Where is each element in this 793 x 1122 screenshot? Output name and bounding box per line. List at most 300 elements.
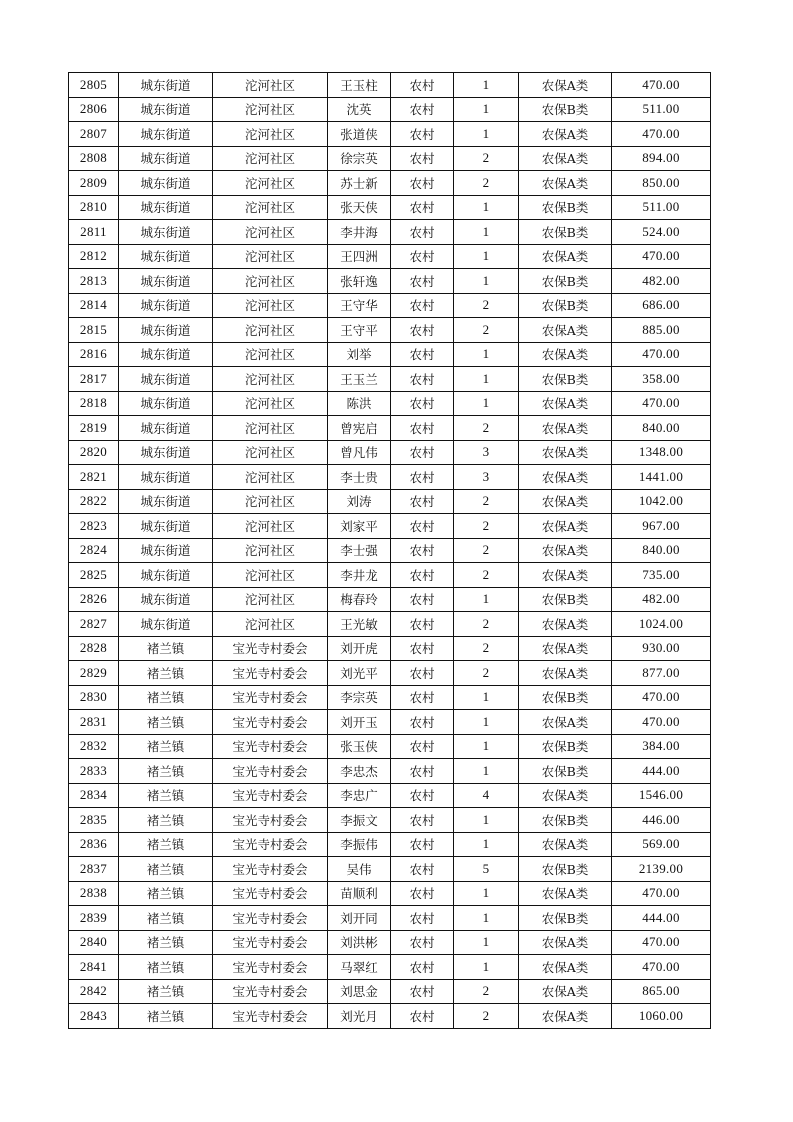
table-row [69, 563, 711, 588]
insurance-category-cell: 农保A类 [519, 612, 612, 637]
village-cell: 宝光寺村委会 [213, 930, 328, 955]
person-name-cell: 张玉侠 [328, 734, 391, 759]
household-size-cell: 2 [454, 636, 519, 661]
insurance-category-cell: 农保A类 [519, 979, 612, 1004]
township-cell: 城东街道 [119, 514, 213, 539]
table-row [69, 293, 711, 318]
table-row [69, 906, 711, 931]
table-row [69, 587, 711, 612]
household-size-cell: 1 [454, 734, 519, 759]
household-size-cell: 2 [454, 416, 519, 441]
insurance-category-cell: 农保A类 [519, 122, 612, 147]
township-cell: 城东街道 [119, 367, 213, 392]
amount-cell: 569.00 [612, 832, 711, 857]
village-cell: 沱河社区 [213, 440, 328, 465]
insurance-category-cell: 农保A类 [519, 563, 612, 588]
row-number-cell: 2806 [69, 97, 119, 122]
insurance-category-cell: 农保A类 [519, 710, 612, 735]
amount-cell: 877.00 [612, 661, 711, 686]
person-name-cell: 刘光月 [328, 1004, 391, 1029]
amount-cell: 511.00 [612, 195, 711, 220]
household-size-cell: 2 [454, 661, 519, 686]
row-number-cell: 2830 [69, 685, 119, 710]
insurance-category-cell: 农保A类 [519, 955, 612, 980]
table-row [69, 416, 711, 441]
township-cell: 褚兰镇 [119, 661, 213, 686]
row-number-cell: 2817 [69, 367, 119, 392]
amount-cell: 444.00 [612, 906, 711, 931]
insurance-category-cell: 农保B类 [519, 906, 612, 931]
household-type-cell: 农村 [391, 122, 454, 147]
insurance-category-cell: 农保A类 [519, 244, 612, 269]
household-type-cell: 农村 [391, 759, 454, 784]
table-row [69, 171, 711, 196]
village-cell: 沱河社区 [213, 489, 328, 514]
amount-cell: 470.00 [612, 710, 711, 735]
village-cell: 沱河社区 [213, 391, 328, 416]
village-cell: 沱河社区 [213, 367, 328, 392]
village-cell: 沱河社区 [213, 342, 328, 367]
table-row [69, 538, 711, 563]
household-size-cell: 1 [454, 906, 519, 931]
village-cell: 沱河社区 [213, 563, 328, 588]
household-size-cell: 5 [454, 857, 519, 882]
household-size-cell: 2 [454, 979, 519, 1004]
household-type-cell: 农村 [391, 661, 454, 686]
household-size-cell: 2 [454, 538, 519, 563]
household-size-cell: 1 [454, 391, 519, 416]
insurance-category-cell: 农保B类 [519, 195, 612, 220]
amount-cell: 470.00 [612, 244, 711, 269]
household-type-cell: 农村 [391, 97, 454, 122]
row-number-cell: 2834 [69, 783, 119, 808]
township-cell: 褚兰镇 [119, 1004, 213, 1029]
person-name-cell: 王四洲 [328, 244, 391, 269]
table-row [69, 661, 711, 686]
household-size-cell: 1 [454, 97, 519, 122]
village-cell: 宝光寺村委会 [213, 734, 328, 759]
village-cell: 宝光寺村委会 [213, 979, 328, 1004]
row-number-cell: 2819 [69, 416, 119, 441]
row-number-cell: 2828 [69, 636, 119, 661]
village-cell: 沱河社区 [213, 220, 328, 245]
insurance-category-cell: 农保A类 [519, 318, 612, 343]
township-cell: 褚兰镇 [119, 832, 213, 857]
person-name-cell: 苏士新 [328, 171, 391, 196]
person-name-cell: 梅春玲 [328, 587, 391, 612]
village-cell: 宝光寺村委会 [213, 881, 328, 906]
household-size-cell: 1 [454, 122, 519, 147]
amount-cell: 735.00 [612, 563, 711, 588]
household-type-cell: 农村 [391, 440, 454, 465]
table-row [69, 930, 711, 955]
insurance-category-cell: 农保A类 [519, 171, 612, 196]
insurance-category-cell: 农保B类 [519, 293, 612, 318]
person-name-cell: 李忠广 [328, 783, 391, 808]
insurance-category-cell: 农保A类 [519, 146, 612, 171]
table-row [69, 146, 711, 171]
township-cell: 城东街道 [119, 73, 213, 98]
row-number-cell: 2829 [69, 661, 119, 686]
row-number-cell: 2825 [69, 563, 119, 588]
row-number-cell: 2813 [69, 269, 119, 294]
person-name-cell: 王玉柱 [328, 73, 391, 98]
table-row [69, 244, 711, 269]
amount-cell: 470.00 [612, 73, 711, 98]
village-cell: 沱河社区 [213, 293, 328, 318]
household-size-cell: 1 [454, 759, 519, 784]
table-row [69, 612, 711, 637]
household-type-cell: 农村 [391, 171, 454, 196]
table-row [69, 759, 711, 784]
amount-cell: 524.00 [612, 220, 711, 245]
household-size-cell: 2 [454, 1004, 519, 1029]
table-row [69, 220, 711, 245]
row-number-cell: 2843 [69, 1004, 119, 1029]
insurance-category-cell: 农保B类 [519, 734, 612, 759]
household-size-cell: 2 [454, 171, 519, 196]
person-name-cell: 曾凡伟 [328, 440, 391, 465]
person-name-cell: 李忠杰 [328, 759, 391, 784]
table-row [69, 685, 711, 710]
village-cell: 沱河社区 [213, 416, 328, 441]
insurance-category-cell: 农保A类 [519, 1004, 612, 1029]
township-cell: 褚兰镇 [119, 685, 213, 710]
row-number-cell: 2810 [69, 195, 119, 220]
row-number-cell: 2805 [69, 73, 119, 98]
township-cell: 城东街道 [119, 293, 213, 318]
household-type-cell: 农村 [391, 857, 454, 882]
table-row [69, 636, 711, 661]
amount-cell: 2139.00 [612, 857, 711, 882]
insurance-category-cell: 农保A类 [519, 465, 612, 490]
village-cell: 沱河社区 [213, 318, 328, 343]
table-row [69, 710, 711, 735]
amount-cell: 1060.00 [612, 1004, 711, 1029]
household-type-cell: 农村 [391, 685, 454, 710]
person-name-cell: 曾宪启 [328, 416, 391, 441]
person-name-cell: 李士强 [328, 538, 391, 563]
person-name-cell: 张天侠 [328, 195, 391, 220]
village-cell: 宝光寺村委会 [213, 759, 328, 784]
person-name-cell: 刘思金 [328, 979, 391, 1004]
row-number-cell: 2820 [69, 440, 119, 465]
table-row [69, 195, 711, 220]
person-name-cell: 刘洪彬 [328, 930, 391, 955]
household-type-cell: 农村 [391, 244, 454, 269]
insurance-category-cell: 农保B类 [519, 220, 612, 245]
village-cell: 沱河社区 [213, 514, 328, 539]
insurance-category-cell: 农保A类 [519, 783, 612, 808]
row-number-cell: 2837 [69, 857, 119, 882]
township-cell: 褚兰镇 [119, 710, 213, 735]
household-type-cell: 农村 [391, 881, 454, 906]
household-type-cell: 农村 [391, 416, 454, 441]
row-number-cell: 2818 [69, 391, 119, 416]
village-cell: 宝光寺村委会 [213, 661, 328, 686]
person-name-cell: 徐宗英 [328, 146, 391, 171]
household-size-cell: 1 [454, 710, 519, 735]
person-name-cell: 刘光平 [328, 661, 391, 686]
amount-cell: 1024.00 [612, 612, 711, 637]
township-cell: 城东街道 [119, 195, 213, 220]
township-cell: 城东街道 [119, 563, 213, 588]
amount-cell: 470.00 [612, 685, 711, 710]
amount-cell: 686.00 [612, 293, 711, 318]
village-cell: 沱河社区 [213, 97, 328, 122]
table-body [69, 73, 711, 1029]
insurance-category-cell: 农保A类 [519, 636, 612, 661]
benefit-list-table [68, 72, 711, 1029]
township-cell: 城东街道 [119, 465, 213, 490]
table-row [69, 269, 711, 294]
household-type-cell: 农村 [391, 514, 454, 539]
household-type-cell: 农村 [391, 318, 454, 343]
insurance-category-cell: 农保A类 [519, 538, 612, 563]
household-size-cell: 1 [454, 269, 519, 294]
row-number-cell: 2823 [69, 514, 119, 539]
person-name-cell: 李宗英 [328, 685, 391, 710]
person-name-cell: 王守华 [328, 293, 391, 318]
household-type-cell: 农村 [391, 195, 454, 220]
township-cell: 城东街道 [119, 538, 213, 563]
amount-cell: 470.00 [612, 391, 711, 416]
insurance-category-cell: 农保B类 [519, 587, 612, 612]
row-number-cell: 2836 [69, 832, 119, 857]
person-name-cell: 陈洪 [328, 391, 391, 416]
person-name-cell: 李振伟 [328, 832, 391, 857]
township-cell: 城东街道 [119, 342, 213, 367]
village-cell: 宝光寺村委会 [213, 857, 328, 882]
township-cell: 褚兰镇 [119, 930, 213, 955]
household-size-cell: 1 [454, 220, 519, 245]
household-size-cell: 1 [454, 342, 519, 367]
table-row [69, 514, 711, 539]
table-row [69, 465, 711, 490]
person-name-cell: 刘涛 [328, 489, 391, 514]
household-size-cell: 2 [454, 612, 519, 637]
insurance-category-cell: 农保A类 [519, 489, 612, 514]
amount-cell: 470.00 [612, 122, 711, 147]
table-row [69, 122, 711, 147]
village-cell: 沱河社区 [213, 244, 328, 269]
insurance-category-cell: 农保B类 [519, 367, 612, 392]
amount-cell: 482.00 [612, 269, 711, 294]
insurance-category-cell: 农保B类 [519, 269, 612, 294]
township-cell: 褚兰镇 [119, 783, 213, 808]
table-row [69, 734, 711, 759]
household-size-cell: 1 [454, 808, 519, 833]
village-cell: 沱河社区 [213, 171, 328, 196]
village-cell: 沱河社区 [213, 465, 328, 490]
household-type-cell: 农村 [391, 563, 454, 588]
table-row [69, 832, 711, 857]
township-cell: 城东街道 [119, 416, 213, 441]
household-size-cell: 4 [454, 783, 519, 808]
village-cell: 沱河社区 [213, 538, 328, 563]
village-cell: 宝光寺村委会 [213, 636, 328, 661]
insurance-category-cell: 农保A类 [519, 832, 612, 857]
amount-cell: 930.00 [612, 636, 711, 661]
household-type-cell: 农村 [391, 220, 454, 245]
household-type-cell: 农村 [391, 955, 454, 980]
township-cell: 褚兰镇 [119, 636, 213, 661]
village-cell: 沱河社区 [213, 146, 328, 171]
table-row [69, 489, 711, 514]
amount-cell: 482.00 [612, 587, 711, 612]
township-cell: 褚兰镇 [119, 979, 213, 1004]
village-cell: 宝光寺村委会 [213, 1004, 328, 1029]
township-cell: 褚兰镇 [119, 955, 213, 980]
table-row [69, 783, 711, 808]
amount-cell: 358.00 [612, 367, 711, 392]
village-cell: 宝光寺村委会 [213, 710, 328, 735]
row-number-cell: 2814 [69, 293, 119, 318]
person-name-cell: 李井龙 [328, 563, 391, 588]
row-number-cell: 2832 [69, 734, 119, 759]
household-size-cell: 2 [454, 293, 519, 318]
township-cell: 褚兰镇 [119, 906, 213, 931]
row-number-cell: 2808 [69, 146, 119, 171]
row-number-cell: 2822 [69, 489, 119, 514]
village-cell: 宝光寺村委会 [213, 783, 328, 808]
row-number-cell: 2841 [69, 955, 119, 980]
household-type-cell: 农村 [391, 465, 454, 490]
household-size-cell: 1 [454, 930, 519, 955]
household-type-cell: 农村 [391, 612, 454, 637]
amount-cell: 384.00 [612, 734, 711, 759]
row-number-cell: 2815 [69, 318, 119, 343]
table-row [69, 342, 711, 367]
household-size-cell: 1 [454, 587, 519, 612]
table-row [69, 979, 711, 1004]
person-name-cell: 李井海 [328, 220, 391, 245]
household-type-cell: 农村 [391, 710, 454, 735]
row-number-cell: 2835 [69, 808, 119, 833]
township-cell: 城东街道 [119, 587, 213, 612]
household-type-cell: 农村 [391, 808, 454, 833]
township-cell: 城东街道 [119, 146, 213, 171]
village-cell: 宝光寺村委会 [213, 832, 328, 857]
household-type-cell: 农村 [391, 489, 454, 514]
person-name-cell: 沈英 [328, 97, 391, 122]
amount-cell: 470.00 [612, 930, 711, 955]
person-name-cell: 王玉兰 [328, 367, 391, 392]
township-cell: 褚兰镇 [119, 857, 213, 882]
table-row [69, 97, 711, 122]
village-cell: 沱河社区 [213, 195, 328, 220]
row-number-cell: 2831 [69, 710, 119, 735]
household-type-cell: 农村 [391, 906, 454, 931]
township-cell: 褚兰镇 [119, 734, 213, 759]
person-name-cell: 刘开虎 [328, 636, 391, 661]
table-row [69, 857, 711, 882]
person-name-cell: 李振文 [328, 808, 391, 833]
row-number-cell: 2811 [69, 220, 119, 245]
village-cell: 沱河社区 [213, 122, 328, 147]
row-number-cell: 2816 [69, 342, 119, 367]
person-name-cell: 吴伟 [328, 857, 391, 882]
household-type-cell: 农村 [391, 587, 454, 612]
township-cell: 褚兰镇 [119, 808, 213, 833]
amount-cell: 894.00 [612, 146, 711, 171]
insurance-category-cell: 农保A类 [519, 930, 612, 955]
insurance-category-cell: 农保A类 [519, 73, 612, 98]
amount-cell: 1348.00 [612, 440, 711, 465]
household-size-cell: 1 [454, 881, 519, 906]
household-type-cell: 农村 [391, 269, 454, 294]
table-row [69, 881, 711, 906]
household-type-cell: 农村 [391, 538, 454, 563]
person-name-cell: 王守平 [328, 318, 391, 343]
table-row [69, 367, 711, 392]
village-cell: 宝光寺村委会 [213, 906, 328, 931]
amount-cell: 511.00 [612, 97, 711, 122]
amount-cell: 967.00 [612, 514, 711, 539]
person-name-cell: 王光敏 [328, 612, 391, 637]
insurance-category-cell: 农保A类 [519, 514, 612, 539]
table-row [69, 318, 711, 343]
amount-cell: 885.00 [612, 318, 711, 343]
household-type-cell: 农村 [391, 636, 454, 661]
household-size-cell: 2 [454, 514, 519, 539]
insurance-category-cell: 农保A类 [519, 881, 612, 906]
row-number-cell: 2826 [69, 587, 119, 612]
township-cell: 城东街道 [119, 269, 213, 294]
household-type-cell: 农村 [391, 930, 454, 955]
row-number-cell: 2827 [69, 612, 119, 637]
household-type-cell: 农村 [391, 342, 454, 367]
household-type-cell: 农村 [391, 367, 454, 392]
amount-cell: 444.00 [612, 759, 711, 784]
village-cell: 沱河社区 [213, 269, 328, 294]
person-name-cell: 刘家平 [328, 514, 391, 539]
household-size-cell: 1 [454, 367, 519, 392]
township-cell: 城东街道 [119, 391, 213, 416]
insurance-category-cell: 农保B类 [519, 685, 612, 710]
table-row [69, 955, 711, 980]
household-size-cell: 1 [454, 685, 519, 710]
amount-cell: 1441.00 [612, 465, 711, 490]
table-row [69, 1004, 711, 1029]
household-type-cell: 农村 [391, 734, 454, 759]
household-size-cell: 1 [454, 244, 519, 269]
person-name-cell: 刘开同 [328, 906, 391, 931]
household-type-cell: 农村 [391, 1004, 454, 1029]
person-name-cell: 苗顺利 [328, 881, 391, 906]
township-cell: 褚兰镇 [119, 759, 213, 784]
person-name-cell: 刘举 [328, 342, 391, 367]
amount-cell: 840.00 [612, 416, 711, 441]
row-number-cell: 2821 [69, 465, 119, 490]
household-size-cell: 2 [454, 146, 519, 171]
person-name-cell: 张道侠 [328, 122, 391, 147]
table-row [69, 808, 711, 833]
insurance-category-cell: 农保A类 [519, 391, 612, 416]
amount-cell: 850.00 [612, 171, 711, 196]
household-size-cell: 2 [454, 563, 519, 588]
row-number-cell: 2839 [69, 906, 119, 931]
person-name-cell: 马翠红 [328, 955, 391, 980]
amount-cell: 1042.00 [612, 489, 711, 514]
township-cell: 褚兰镇 [119, 881, 213, 906]
household-size-cell: 1 [454, 955, 519, 980]
township-cell: 城东街道 [119, 440, 213, 465]
insurance-category-cell: 农保A类 [519, 416, 612, 441]
row-number-cell: 2812 [69, 244, 119, 269]
amount-cell: 470.00 [612, 881, 711, 906]
household-size-cell: 3 [454, 440, 519, 465]
